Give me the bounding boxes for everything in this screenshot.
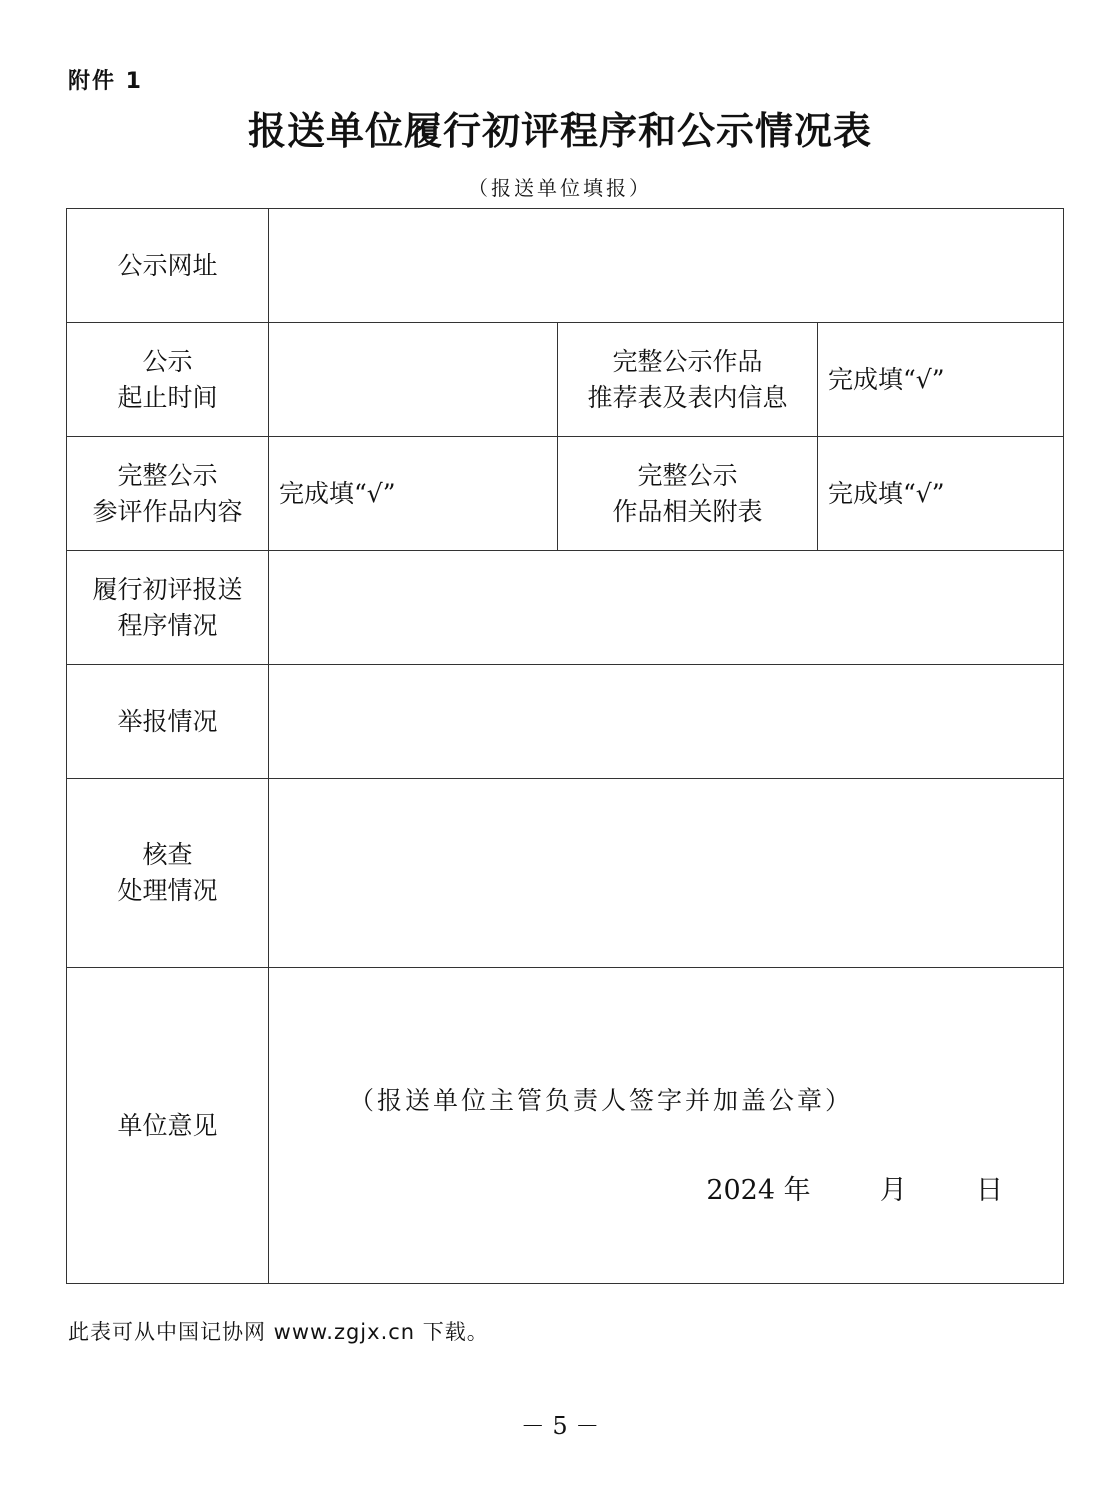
signature-date: [706, 1173, 1003, 1209]
opinion-label: 单位意见: [67, 968, 269, 1284]
row-report: [67, 665, 1064, 779]
row-publicity-period: [67, 323, 1064, 437]
verification-label: 核查 处理情况: [67, 779, 269, 968]
row-verification: [67, 779, 1064, 968]
date-day: 日: [976, 1175, 1003, 1206]
page-number: － 5 －: [520, 1412, 600, 1440]
verification-field[interactable]: [269, 779, 1064, 968]
download-footnote: 此表可从中国记协网 www.zgjx.cn 下载。: [68, 1320, 489, 1344]
full-content-label: 完整公示 参评作品内容: [67, 437, 269, 551]
report-field[interactable]: [269, 665, 1064, 779]
row-full-content: [67, 437, 1064, 551]
full-content-field[interactable]: 完成填“√”: [269, 437, 558, 551]
page-title: 报送单位履行初评程序和公示情况表: [247, 108, 872, 153]
publicity-url-label: 公示网址: [67, 209, 269, 323]
opinion-field[interactable]: [269, 968, 1064, 1284]
date-month: 月: [879, 1175, 907, 1206]
procedure-field[interactable]: [269, 551, 1064, 665]
recommendation-form-field[interactable]: 完成填“√”: [818, 323, 1064, 437]
signature-note: （报送单位主管负责人签字并加盖公章）: [349, 1086, 854, 1115]
row-publicity-url: [67, 209, 1064, 323]
publicity-period-label: 公示 起止时间: [67, 323, 269, 437]
row-procedure: [67, 551, 1064, 665]
procedure-label: 履行初评报送 程序情况: [67, 551, 269, 665]
publicity-period-field[interactable]: [269, 323, 558, 437]
related-attachments-label: 完整公示 作品相关附表: [558, 437, 818, 551]
date-year: 2024 年: [706, 1175, 811, 1206]
publicity-url-field[interactable]: [269, 209, 1064, 323]
report-label: 举报情况: [67, 665, 269, 779]
recommendation-form-label: 完整公示作品 推荐表及表内信息: [558, 323, 818, 437]
form-table: [66, 208, 1064, 1284]
page-subtitle: （报送单位填报）: [468, 176, 652, 200]
attachment-label: 附件 1: [68, 69, 143, 94]
related-attachments-field[interactable]: 完成填“√”: [818, 437, 1064, 551]
row-opinion: [67, 968, 1064, 1284]
